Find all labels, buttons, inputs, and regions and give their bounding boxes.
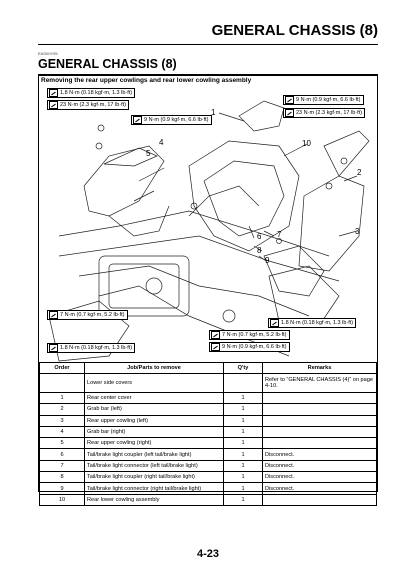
wrench-icon: [270, 319, 279, 327]
header-rule: [38, 44, 378, 45]
callout-3: 3: [355, 227, 360, 236]
wrench-icon: [49, 101, 58, 109]
table-row: Lower side covers Refer to “GENERAL CHASSIS (4)” on page 4-10.: [40, 374, 377, 393]
table-row: 4 Grab bar (right) 1: [40, 426, 377, 437]
table-row: 10 Rear lower cowling assembly 1: [40, 494, 377, 505]
torque-label: 23 N·m (2.3 kgf·m, 17 lb·ft): [47, 100, 129, 110]
parts-table: [39, 362, 377, 506]
callout-1: 1: [211, 108, 216, 117]
doc-code: EAS00Y95: [38, 51, 58, 56]
torque-label: 1.8 N·m (0.18 kgf·m, 1.3 lb·ft): [47, 88, 135, 98]
column-header-qty: Q'ty: [224, 363, 263, 374]
callout-7: 7: [277, 230, 282, 239]
torque-label: 1.8 N·m (0.18 kgf·m, 1.3 lb·ft): [47, 343, 135, 353]
wrench-icon: [49, 311, 58, 319]
column-header-remarks: Remarks: [263, 363, 377, 374]
table-row: 5 Rear upper cowling (right) 1: [40, 438, 377, 449]
torque-label: 1.8 N·m (0.18 kgf·m, 1.3 lb·ft): [268, 318, 356, 328]
box-title: Removing the rear upper cowlings and rear lower cowling assembly: [41, 77, 252, 84]
torque-label: 9 N·m (0.9 kgf·m, 6.6 lb·ft): [209, 342, 290, 352]
wrench-icon: [49, 89, 58, 97]
table-row: 8 Tail/brake light coupler (right tail/brake light) 1 Disconnect.: [40, 472, 377, 483]
torque-label: 7 N·m (0.7 kgf·m, 5.2 lb·ft): [209, 330, 290, 340]
table-row: 6 Tail/brake light coupler (left tail/brake light) 1 Disconnect.: [40, 449, 377, 460]
exploded-diagram: [39, 86, 377, 371]
torque-label: 9 N·m (0.9 kgf·m, 6.6 lb·ft): [131, 115, 212, 125]
callout-10: 10: [302, 139, 311, 148]
wrench-icon: [49, 344, 58, 352]
table-row: 3 Rear upper cowling (left) 1: [40, 415, 377, 426]
table-row: 9 Tail/brake light connector (right tail/brake light) 1 Disconnect.: [40, 483, 377, 494]
column-header-job: Job/Parts to remove: [85, 363, 224, 374]
page-number: 4-23: [196, 548, 220, 560]
table-header-row: [40, 363, 377, 374]
procedure-box: [38, 75, 378, 503]
torque-label: 7 N·m (0.7 kgf·m, 5.2 lb·ft): [47, 310, 128, 320]
callout-5: 5: [146, 149, 151, 158]
section-title: GENERAL CHASSIS (8): [38, 57, 177, 71]
callout-2: 2: [357, 168, 362, 177]
wrench-icon: [285, 109, 294, 117]
column-header-order: Order: [40, 363, 85, 374]
callout-6: 6: [257, 232, 262, 241]
page-header-title: GENERAL CHASSIS (8): [211, 22, 378, 39]
diagram-illustration: [39, 86, 377, 371]
callout-9: 9: [265, 256, 270, 265]
torque-label: 23 N·m (2.3 kgf·m, 17 lb·ft): [283, 108, 365, 118]
torque-label: 9 N·m (0.9 kgf·m, 6.6 lb·ft): [283, 95, 364, 105]
table-row: 2 Grab bar (left) 1: [40, 404, 377, 415]
table-row: 7 Tail/brake light connector (left tail/brake light) 1 Disconnect.: [40, 460, 377, 471]
wrench-icon: [133, 116, 142, 124]
callout-8: 8: [257, 246, 262, 255]
wrench-icon: [285, 96, 294, 104]
callout-4: 4: [159, 138, 164, 147]
table-row: 1 Rear center cover 1: [40, 393, 377, 404]
wrench-icon: [211, 331, 220, 339]
wrench-icon: [211, 343, 220, 351]
